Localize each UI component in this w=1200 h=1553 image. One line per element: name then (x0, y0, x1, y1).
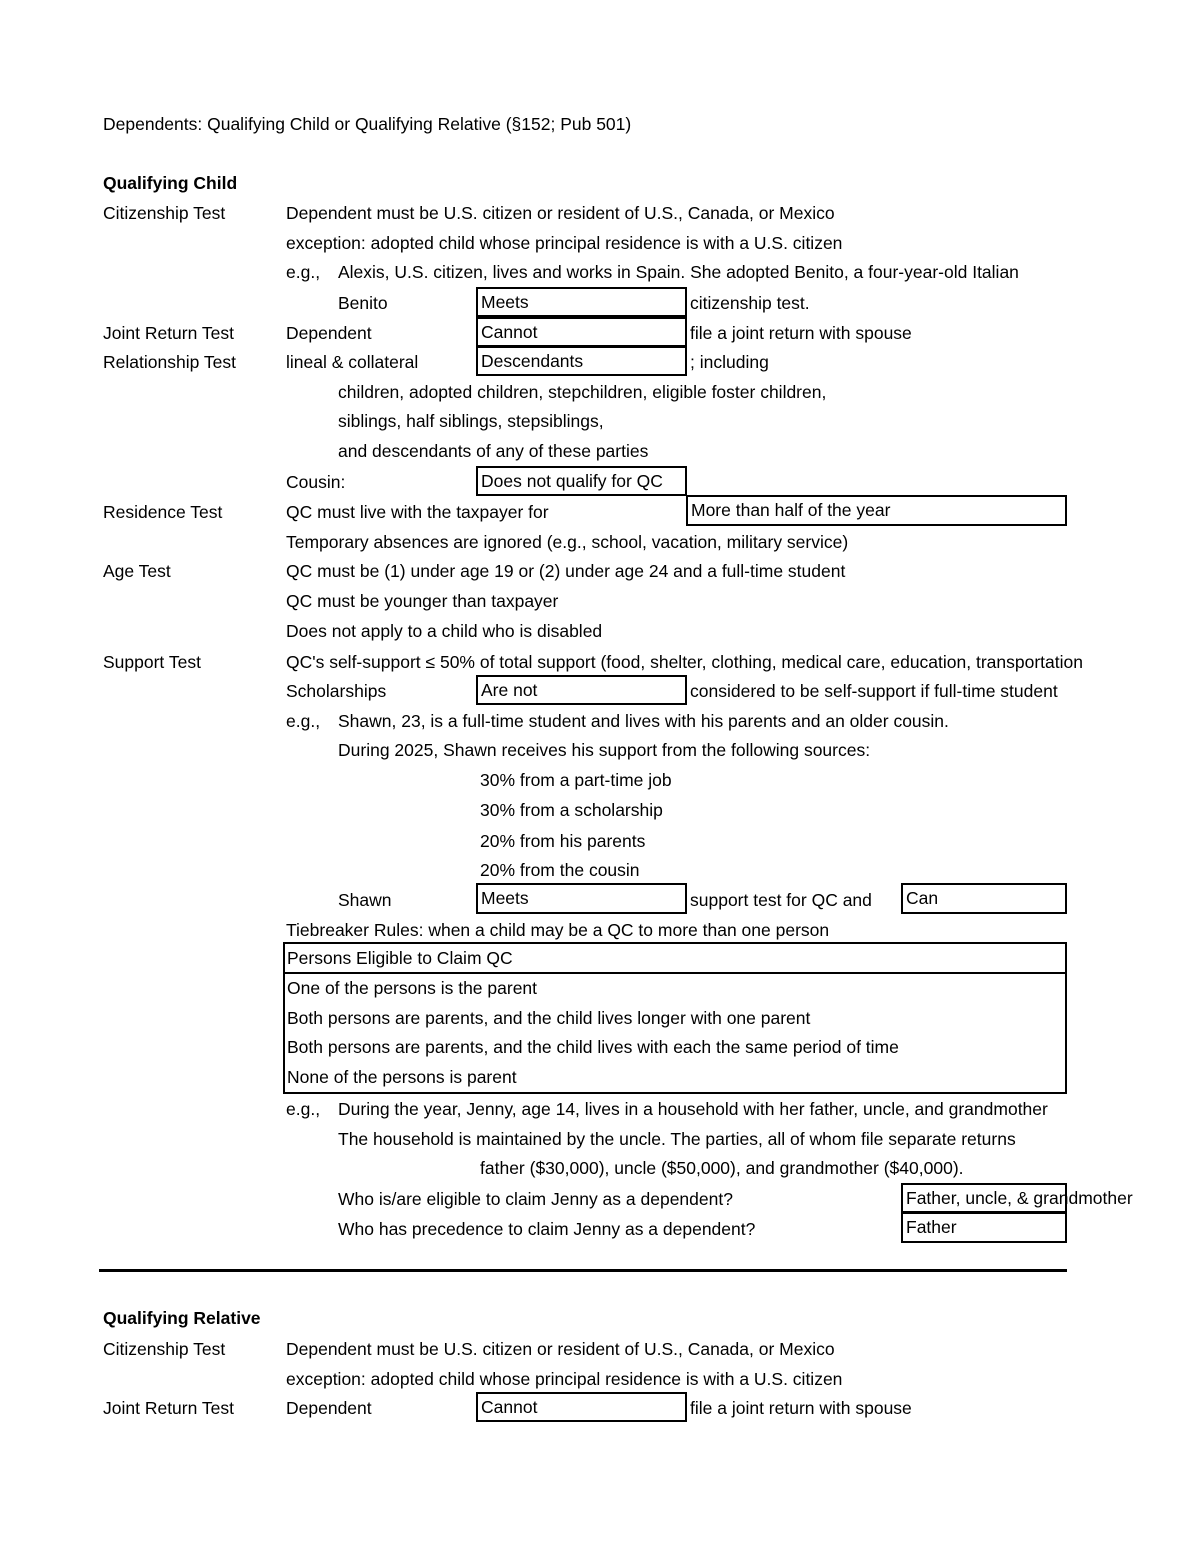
qc-support-answer-cell[interactable] (476, 883, 687, 914)
qc-citizenship-tail: citizenship test. (690, 293, 810, 313)
qc-tiebreaker-eg: e.g., (286, 1099, 321, 1119)
qc-joint-label: Joint Return Test (103, 323, 234, 343)
qc-cousin-label: Cousin: (286, 472, 346, 492)
qc-relationship-subject: lineal & collateral (286, 352, 419, 372)
qr-heading: Qualifying Relative (103, 1308, 261, 1328)
qc-support-example1: Shawn, 23, is a full-time student and lives with his parents and an older cousin. (338, 711, 949, 731)
qc-tiebreaker-answer2: Father (906, 1217, 957, 1237)
qc-citizenship-answer-cell[interactable] (476, 287, 687, 317)
qc-support-eg: e.g., (286, 711, 321, 731)
qc-support-label: Support Test (103, 652, 201, 672)
page-title: Dependents: Qualifying Child or Qualifying Relative (§152; Pub 501) (103, 114, 632, 134)
qc-relationship-answer-cell[interactable] (476, 346, 687, 376)
tiebreaker-table (283, 972, 1067, 1094)
qc-age-rule1: QC must be (1) under age 19 or (2) under age 24 and a full-time student (286, 561, 846, 581)
qc-heading: Qualifying Child (103, 173, 238, 193)
qr-citizenship-exception: exception: adopted child whose principal residence is with a U.S. citizen (286, 1369, 843, 1389)
tiebreaker-header-cell (283, 942, 1067, 974)
qc-tiebreaker-example3: father ($30,000), uncle ($50,000), and grandmother ($40,000). (480, 1158, 964, 1178)
qc-citizenship-label: Citizenship Test (103, 203, 226, 223)
tiebreaker-row: Both persons are parents, and the child lives with each the same period of time (287, 1037, 899, 1057)
tiebreaker-row: Both persons are parents, and the child lives longer with one parent (287, 1007, 811, 1028)
qc-tiebreaker-intro: Tiebreaker Rules: when a child may be a QC to more than one person (286, 920, 830, 940)
qc-scholarships-answer: Are not (481, 680, 538, 700)
qc-scholarships-answer-cell[interactable] (476, 675, 687, 705)
qc-tiebreaker-answer2-cell[interactable] (901, 1212, 1067, 1243)
qc-tiebreaker-answer1-cell[interactable] (901, 1183, 1133, 1213)
qr-joint-subject: Dependent (286, 1398, 372, 1418)
qc-support-mid: support test for QC and (690, 890, 872, 910)
tiebreaker-header: Persons Eligible to Claim QC (287, 948, 513, 968)
qc-support-subject: Shawn (338, 890, 392, 910)
qr-joint-tail: file a joint return with spouse (690, 1398, 912, 1418)
qc-relationship-line2: siblings, half siblings, stepsiblings, (338, 411, 604, 431)
qc-support-example2: During 2025, Shawn receives his support from the following sources: (338, 740, 871, 760)
qc-support-answer2: Can (906, 888, 939, 908)
qc-cousin-answer-cell[interactable] (476, 466, 687, 496)
qc-cousin-answer: Does not qualify for QC (481, 471, 663, 491)
qc-relationship-line3: and descendants of any of these parties (338, 441, 649, 461)
qc-relationship-answer: Descendants (481, 351, 584, 371)
qc-age-rule2: QC must be younger than taxpayer (286, 591, 559, 611)
qc-citizenship-answer: Meets (481, 292, 529, 312)
qc-joint-answer: Cannot (481, 322, 538, 342)
qc-age-label: Age Test (103, 561, 171, 581)
qr-joint-label: Joint Return Test (103, 1398, 234, 1418)
qc-tiebreaker-answer1: Father, uncle, & grandmother (906, 1188, 1133, 1208)
qc-relationship-line1: children, adopted children, stepchildren, eligible foster children, (338, 382, 827, 402)
qc-joint-tail: file a joint return with spouse (690, 323, 912, 343)
qc-residence-rule: QC must live with the taxpayer for (286, 502, 549, 522)
qc-support-source: 20% from the cousin (480, 860, 640, 880)
qc-residence-answer-cell[interactable] (686, 495, 1067, 526)
qc-support-rule: QC's self-support ≤ 50% of total support (food, shelter, clothing, medical care, education, transportation (286, 652, 1083, 672)
qc-age-rule3: Does not apply to a child who is disabled (286, 621, 603, 641)
qc-tiebreaker-question2: Who has precedence to claim Jenny as a dependent? (338, 1219, 756, 1239)
tiebreaker-row: None of the persons is parent (287, 1066, 517, 1087)
qc-citizenship-example: Alexis, U.S. citizen, lives and works in Spain. She adopted Benito, a four-year-old Italian (338, 262, 1019, 282)
qc-support-answer2-cell[interactable] (901, 883, 1067, 914)
qc-relationship-label: Relationship Test (103, 352, 236, 372)
qc-tiebreaker-example1: During the year, Jenny, age 14, lives in a household with her father, uncle, and grandmother (338, 1099, 1048, 1119)
qc-support-source: 20% from his parents (480, 831, 646, 851)
qr-joint-answer-cell[interactable] (476, 1392, 687, 1422)
qc-residence-answer: More than half of the year (691, 500, 891, 520)
qc-joint-answer-cell[interactable] (476, 317, 687, 347)
tiebreaker-row: One of the persons is the parent (287, 978, 538, 998)
qr-citizenship-rule: Dependent must be U.S. citizen or resident of U.S., Canada, or Mexico (286, 1339, 835, 1359)
qc-residence-note: Temporary absences are ignored (e.g., school, vacation, military service) (286, 532, 849, 552)
qc-support-answer: Meets (481, 888, 529, 908)
section-divider (99, 1269, 1067, 1272)
qc-relationship-tail: ; including (690, 352, 769, 372)
qc-citizenship-exception: exception: adopted child whose principal residence is with a U.S. citizen (286, 233, 843, 253)
qc-citizenship-subject: Benito (338, 293, 388, 313)
qc-joint-subject: Dependent (286, 323, 372, 343)
qc-scholarships-label: Scholarships (286, 681, 387, 701)
qr-citizenship-label: Citizenship Test (103, 1339, 226, 1359)
qc-tiebreaker-example2: The household is maintained by the uncle. The parties, all of whom file separate returns (338, 1129, 1016, 1149)
qc-support-source: 30% from a part-time job (480, 770, 672, 790)
qc-citizenship-rule: Dependent must be U.S. citizen or resident of U.S., Canada, or Mexico (286, 203, 835, 223)
qc-support-source: 30% from a scholarship (480, 800, 663, 820)
qr-joint-answer: Cannot (481, 1397, 538, 1417)
qc-tiebreaker-question1: Who is/are eligible to claim Jenny as a dependent? (338, 1189, 733, 1209)
qc-citizenship-eg: e.g., (286, 262, 321, 282)
qc-scholarships-tail: considered to be self-support if full-time student (690, 681, 1058, 701)
qc-residence-label: Residence Test (103, 502, 223, 522)
